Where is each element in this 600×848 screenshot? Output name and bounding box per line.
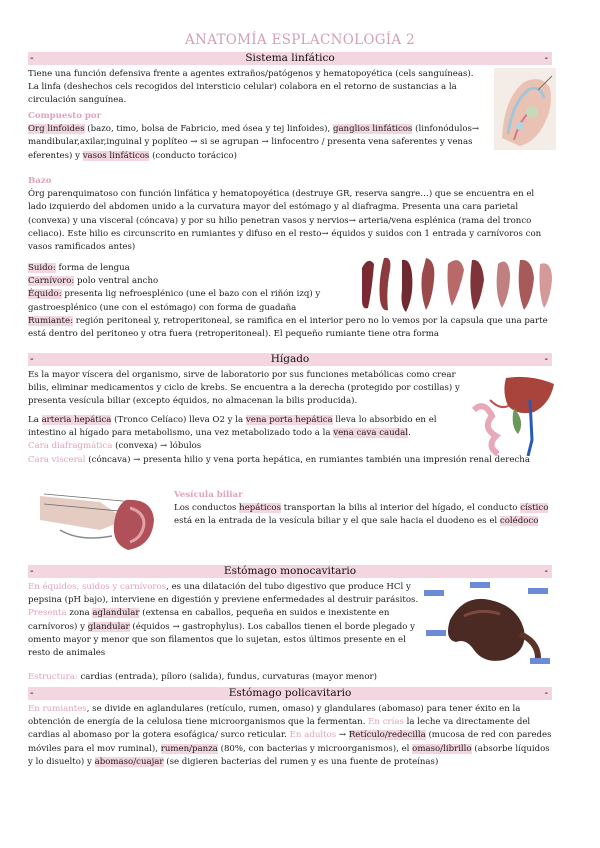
compuesto-paragraph	[28, 123, 486, 163]
mono-text-4: (équidos → gastrophylus). Los caballos tienen el borde plegado y omento mayor y menor que son filamentos que lo sujetan, estos últimos presente en el resto de animales	[28, 621, 416, 659]
bazo-paragraph: Órg parenquimatoso con función linfática y hematopoyética (destruye GR, reserva sangre…) que se encuentra en el lado izquierdo del abdomen unido a la curvatura mayor del estómago y al diafragma. Presenta una cara parietal (convexa) y una visceral (cóncava) y por su hilio penetran vasos y nervios→ arteria/vena esplénica (rama del tronco celiaco). Este hilio es circunscrito en rumiantes y difuso en el resto→ équidos y suidos con 1 entrada y carnívoros con vasos ramificados antes)	[28, 189, 542, 253]
cara-visceral-line	[28, 454, 548, 467]
spleen-specimens-illustration	[356, 250, 556, 314]
higado-vessels	[28, 414, 468, 440]
rumen-term: rumen/panza	[160, 743, 218, 754]
stomach-specimen-illustration	[420, 580, 556, 676]
poli-text-6: (absorbe líquidos y lo disuelto) y	[28, 743, 550, 767]
equido-key: Équido:	[28, 289, 62, 300]
page-title: ANATOMÍA ESPLACNOLOGÍA 2	[185, 32, 415, 48]
policavitario-block	[28, 703, 556, 769]
equido-line	[28, 288, 358, 314]
cara-diafragmatica-line	[28, 440, 468, 453]
section-band-higado	[28, 353, 552, 366]
vasos-desc: (conducto torácico)	[149, 150, 237, 161]
vesicula-block	[174, 489, 556, 529]
vesicula-label: Vesícula biliar	[174, 490, 243, 500]
linfatico-paragraph: Tiene una función defensiva frente a agentes extraños/patógenos y hematopoyética (cels sanguíneas). La linfa (deshechos cels recogidos del intersticio celular) colabora en el retorno de sustancias a la circulación sanguínea.	[28, 69, 474, 106]
cara-diafragmatica-text: (convexa) → lóbulos	[112, 441, 202, 451]
mono-text-3: (extensa en caballos, pequeña en suidos e inexistente en carnívoros) y	[28, 608, 390, 632]
band-dash-right: -	[544, 52, 548, 64]
monocavitario-paragraph	[28, 581, 420, 660]
compuesto-block	[28, 110, 486, 163]
vena-porta-term: vena porta hepática	[245, 415, 333, 425]
rumiante-block	[28, 315, 552, 341]
poli-text-3: →	[336, 730, 349, 741]
poli-text-4: (mucosa de red con paredes móviles para el mov ruminal),	[28, 730, 552, 754]
coledoco-term: colédoco	[499, 516, 539, 527]
section-band-linfatico	[28, 52, 552, 65]
higado-paragraph-2	[28, 414, 468, 440]
poli-label-rumiantes: En rumiantes	[28, 704, 87, 714]
poli-label-crias: En crías	[368, 717, 404, 728]
band-dash-right: -	[544, 353, 548, 365]
suido-value: forma de lengua	[55, 263, 130, 273]
monocavitario-block	[28, 581, 420, 660]
suido-key: Suido:	[28, 263, 56, 273]
section-band-monocavitario	[28, 565, 552, 578]
mono-text-2: zona	[66, 608, 93, 619]
linfatico-intro	[28, 68, 486, 108]
poli-label-adultos: En adultos	[289, 730, 337, 741]
poli-text-5: (80%, con bacterias y microorganismos), el	[217, 743, 413, 754]
higado-block	[28, 369, 468, 409]
p2-text-c: lleva lo absorbido en el intestino al hígado para metabolismo, una vez metabolizado todo a la	[28, 415, 437, 439]
cara-diafragmatica-label: Cara diafragmática	[28, 441, 113, 451]
section-heading-linfatico: Sistema linfático	[245, 52, 335, 64]
cara-visceral-text: (cóncava) → presenta hilio y vena porta hepática, en rumiantes también una impresión renal derecha	[85, 455, 530, 465]
org-linfoides-desc: (bazo, timo, bolsa de Fabricio, med ósea y tej linfoides),	[84, 124, 333, 135]
aglandular-term: aglandular	[92, 608, 140, 619]
section-heading-higado: Hígado	[270, 353, 310, 365]
section-heading-monocavitario: Estómago monocavitario	[223, 565, 357, 577]
poli-text-7: (se digieren bacterias del rumen y es una fuente de proteínas)	[163, 756, 439, 767]
band-dash-left: -	[30, 565, 34, 577]
band-dash-left: -	[30, 353, 34, 365]
band-dash-right: -	[544, 565, 548, 577]
carnivoro-line	[28, 275, 358, 288]
mono-label-presenta: Presenta	[28, 608, 67, 619]
higado-cara-visceral	[28, 454, 548, 467]
rumiante-value: región peritoneal y, retroperitoneal, se ramifica en el interior pero no lo vemos por la capsula que una parte está dentro del peritoneo y otra fuera (retroperitoneal). El pequeño rumiante tiene otra forma	[28, 316, 548, 340]
vesicula-paragraph	[174, 502, 556, 528]
gallbladder-illustration	[30, 490, 160, 558]
lymphatic-system-illustration	[494, 68, 556, 150]
poli-text-1: , se divide en aglandulares (retículo, rumen, omaso) y glandulares (abomaso) para tener éxito en la obtención de energía de la celulosa tiene microorganismos que la fermentan.	[28, 704, 521, 728]
reticulo-term: Retículo/redecilla	[348, 730, 426, 741]
ves-text-a: Los conductos	[174, 503, 240, 514]
higado-caras	[28, 440, 468, 453]
abomaso-term: abomaso/cuajar	[94, 756, 164, 767]
section-heading-policavitario: Estómago policavitario	[228, 687, 352, 699]
equido-value: presenta lig nefroesplénico (une el bazo con el riñón izq) y gastroesplénico (une con el estómago) con forma de guadaña	[28, 289, 321, 313]
p2-text-b: (Tronco Celíaco) lleva O2 y la	[111, 415, 246, 425]
mono-text-1: , es una dilatación del tubo digestivo que produce HCl y pepsina (pH bajo), interviene en digestión y previene enfermedades al destruir parásitos.	[28, 582, 419, 606]
rumiante-line	[28, 315, 552, 341]
vena-cava-term: vena cava caudal	[333, 428, 409, 439]
glandular-term: glandular	[87, 621, 130, 632]
p2-text-d: .	[408, 428, 411, 439]
arteria-hepatica-term: arteria hepática	[41, 415, 112, 425]
hepaticos-term: hepáticos	[239, 503, 282, 514]
rumiante-key: Rumiante:	[28, 316, 73, 326]
band-dash-right: -	[544, 687, 548, 699]
carnivoro-value: polo ventral ancho	[74, 276, 159, 287]
ganglios-desc: (linfonódulos→ mandibular,axilar,inguinal y poplíteo → si se agrupan → linfocentro / presenta vena saferentes y venas eferentes) y	[28, 124, 480, 161]
poli-text-2: la leche va directamente del cardias al abomaso por la gotera esofágica/ surco reticular.	[28, 717, 531, 741]
species-spleen-list	[28, 262, 358, 315]
policavitario-paragraph	[28, 703, 556, 769]
bazo-block	[28, 175, 548, 254]
org-linfoides-term: Org linfoides	[28, 124, 85, 135]
cistico-term: cístico	[520, 503, 549, 514]
band-dash-left: -	[30, 52, 34, 64]
suido-line	[28, 262, 358, 275]
higado-paragraph-1: Es la mayor víscera del organismo, sirve de laboratorio por sus funciones metabólicas como crear bilis, eliminar medicamentos y ciclo de krebs. Se encuentra a la derecha (protegido por costillas) y presenta vesícula biliar (excepto équidos, no almacenan la bilis producida).	[28, 370, 460, 407]
ganglios-term: ganglios linfáticos	[332, 124, 413, 135]
estructura-block	[28, 671, 548, 684]
section-band-policavitario	[28, 687, 552, 700]
cara-visceral-label: Cara visceral	[28, 455, 86, 465]
estructura-label: Estructura:	[28, 672, 78, 682]
p2-text-a: La	[28, 415, 42, 425]
vasos-term: vasos linfáticos	[82, 150, 150, 161]
estructura-line	[28, 671, 548, 684]
ves-text-b: transportan la bilis al interior del hígado, el conducto	[281, 503, 521, 514]
liver-illustration	[470, 370, 556, 456]
mono-label-species: En équidos, suidos y carnívoros	[28, 582, 167, 592]
bazo-label: Bazo	[28, 176, 52, 186]
carnivoro-key: Carnívoro:	[28, 276, 75, 287]
estructura-text: cardias (entrada), píloro (salida), fundus, curvaturas (mayor menor)	[77, 672, 377, 682]
compuesto-label: Compuesto por	[28, 111, 102, 121]
omaso-term: omaso/librillo	[412, 743, 472, 754]
ves-text-c: está en la entrada de la vesícula biliar y el que sale hacia el duodeno es el	[174, 516, 500, 527]
band-dash-left: -	[30, 687, 34, 699]
